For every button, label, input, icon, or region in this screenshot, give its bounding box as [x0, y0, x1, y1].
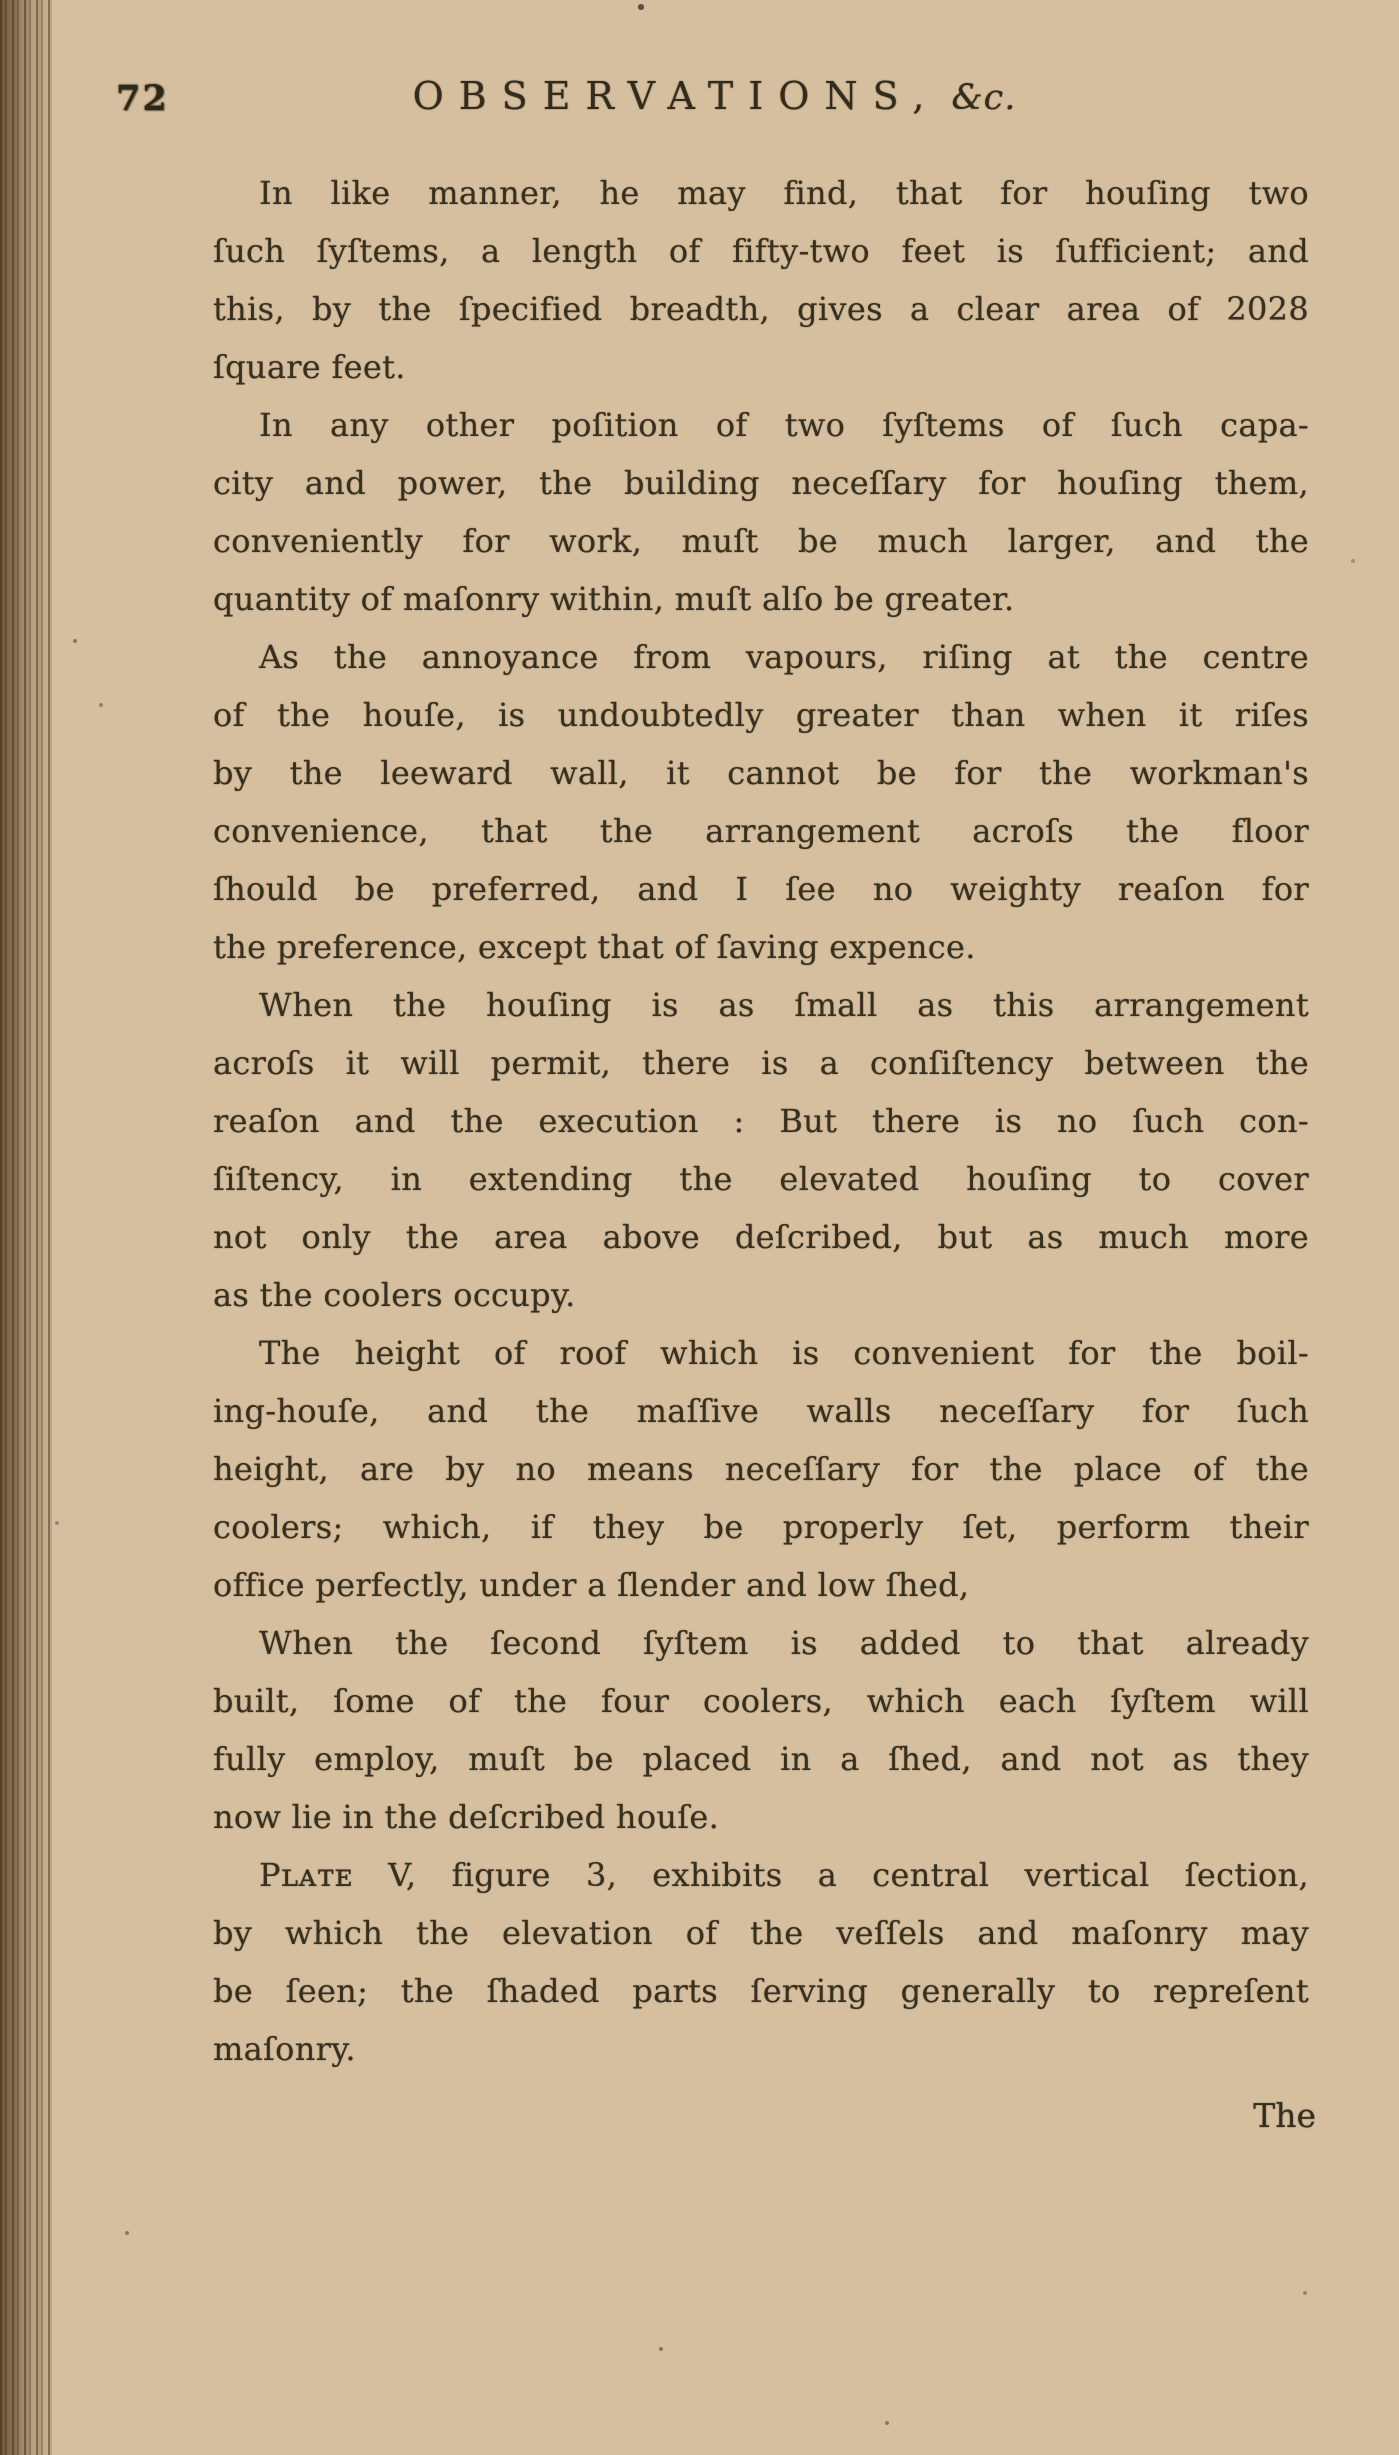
text-line: conveniently for work, muſt be much larger, and the [213, 522, 1309, 560]
text-line: fully employ, muſt be placed in a ſhed, and not as they [213, 1740, 1309, 1778]
text-line: as the coolers occupy. [213, 1276, 576, 1314]
running-title-text: OBSERVATIONS, [412, 74, 940, 118]
page-header [0, 74, 1399, 130]
text-line: The height of roof which is convenient for the boil- [259, 1334, 1309, 1372]
text-line: by which the elevation of the veſſels and maſonry may [213, 1914, 1309, 1952]
text-line: maſonry. [213, 2030, 356, 2068]
running-title-etc: &c. [951, 78, 1017, 118]
text-line: ſquare feet. [213, 348, 406, 386]
paragraph [213, 976, 1309, 1324]
text-line: Pʟᴀᴛᴇ V, figure 3, exhibits a central vertical ſection, [259, 1856, 1309, 1894]
text-line: height, are by no means neceſſary for the place of the [213, 1450, 1309, 1488]
text-line: of the houſe, is undoubtedly greater than when it riſes [213, 696, 1309, 734]
catchword: The [1253, 2096, 1316, 2135]
text-line: not only the area above deſcribed, but as much more [213, 1218, 1309, 1256]
text-line: built, ſome of the four coolers, which each ſyſtem will [213, 1682, 1309, 1720]
book-binding-edge [0, 0, 52, 2455]
text-line: city and power, the building neceſſary for houſing them, [213, 464, 1309, 502]
paper-speckles [0, 0, 2, 2]
body-text [213, 164, 1309, 2078]
text-line: now lie in the deſcribed houſe. [213, 1798, 720, 1836]
paragraph [213, 1324, 1309, 1614]
text-line: ſuch ſyſtems, a length of fifty-two feet is ſufficient; and [213, 232, 1309, 270]
running-title [30, 74, 1399, 118]
text-line: office perfectly, under a ſlender and low ſhed, [213, 1566, 970, 1604]
text-line: When the houſing is as ſmall as this arrangement [259, 986, 1309, 1024]
paragraph [213, 396, 1309, 628]
paragraph [213, 628, 1309, 976]
paragraph [213, 1614, 1309, 1846]
text-line: this, by the ſpecified breadth, gives a clear area of 2028 [213, 290, 1309, 328]
text-line: ing-houſe, and the maſſive walls neceſſary for ſuch [213, 1392, 1309, 1430]
text-line: the preference, except that of ſaving expence. [213, 928, 976, 966]
text-line: In any other poſition of two ſyſtems of ſuch capa- [259, 406, 1309, 444]
text-line: ſiſtency, in extending the elevated houſing to cover [213, 1160, 1309, 1198]
text-line: ſhould be preferred, and I ſee no weighty reaſon for [213, 870, 1309, 908]
paragraph [213, 1846, 1309, 2078]
page-number: 72 [116, 78, 169, 119]
text-line: coolers; which, if they be properly ſet, perform their [213, 1508, 1309, 1546]
text-line: acroſs it will permit, there is a conſiſtency between the [213, 1044, 1309, 1082]
text-line: In like manner, he may find, that for houſing two [259, 174, 1309, 212]
text-line: quantity of maſonry within, muſt alſo be greater. [213, 580, 1015, 618]
text-line: As the annoyance from vapours, riſing at the centre [259, 638, 1309, 676]
paragraph [213, 164, 1309, 396]
text-line: reaſon and the execution : But there is no ſuch con- [213, 1102, 1309, 1140]
text-line: convenience, that the arrangement acroſs the floor [213, 812, 1309, 850]
text-line: When the ſecond ſyſtem is added to that already [259, 1624, 1309, 1662]
text-line: be ſeen; the ſhaded parts ſerving generally to repreſent [213, 1972, 1309, 2010]
text-line: by the leeward wall, it cannot be for the workman's [213, 754, 1309, 792]
